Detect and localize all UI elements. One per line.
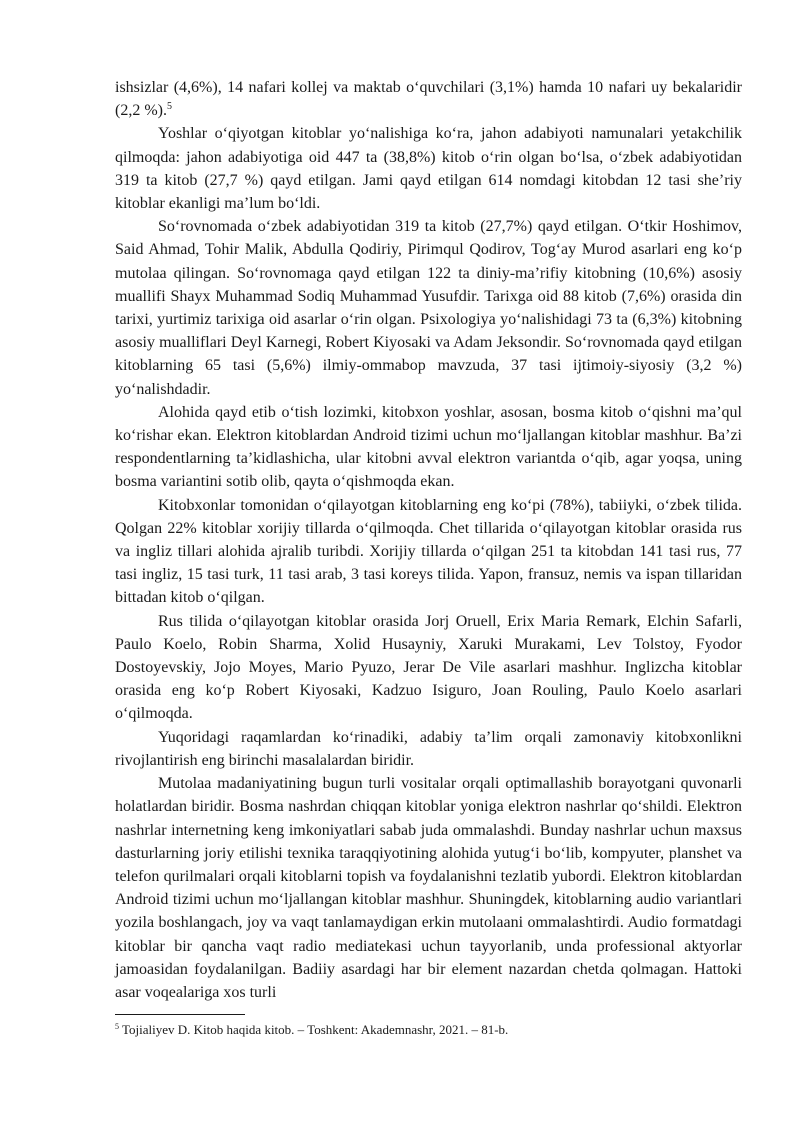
- paragraph: Alohida qayd etib o‘tish lozimki, kitobxon yoshlar, asosan, bosma kitob o‘qishni ma’qul ko‘rishar ekan. Elektron kitoblardan Android tizimi uchun mo‘ljallangan kitoblar mashhur. Ba’zi respondentlarning ta’kidlashicha, ular kitobni avval elektron variantda o‘qib, agar yoqsa, uning bosma variantini sotib olib, qayta o‘qishmoqda ekan.: [115, 403, 742, 491]
- footnote-number: 5: [115, 1022, 119, 1031]
- paragraph: Yoshlar o‘qiyotgan kitoblar yo‘nalishiga ko‘ra, jahon adabiyoti namunalari yetakchilik qilmoqda: jahon adabiyotiga oid 447 ta (38,8%) kitob o‘rin olgan bo‘lsa, o‘zbek adabiyotidan 319 ta kitob (27,7 %) qayd etilgan. Jami qayd etilgan 614 nomdagi kitobdan 12 tasi she’riy kitoblar ekanligi ma’lum bo‘ldi.: [115, 125, 742, 213]
- paragraph: [115, 76, 742, 122]
- paragraph: Yuqoridagi raqamlardan ko‘rinadiki, adabiy ta’lim orqali zamonaviy kitobxonlikni rivojlantirish eng birinchi masalalardan biridir.: [115, 728, 742, 769]
- body-text: [115, 76, 742, 1004]
- paragraph: Mutolaa madaniyatining bugun turli vositalar orqali optimallashib borayotgani quvonarli holatlardan biridir. Bosma nashrdan chiqqan kitoblar yoniga elektron nashrlar qo‘shildi. Elektron nashrlar internetning keng imkoniyatlari sabab juda ommalashdi. Bunday nashrlar uchun maxsus dasturlarning joriy etilishi texnika taraqqiyotining alohida yutug‘i bo‘lib, kompyuter, planshet va telefon qurilmalari orqali kitoblarni topish va foydalanishni tezlatib yubordi. Elektron kitoblardan Android tizimi uchun mo‘ljallangan kitoblar mashhur. Shuningdek, kitoblarning audio variantlari yozila boshlangach, joy va vaqt tanlamaydigan erkin mutolaani ommalashtirdi. Audio formatdagi kitoblar bir qancha vaqt radio mediatekasi uchun tayyorlanib, unda professional aktyorlar jamoasidan foydalanilgan. Badiiy asardagi har bir element nazardan chetda qolmagan. Hattoki asar voqealariga xos turli: [115, 775, 742, 1001]
- footnote-reference: 5: [166, 101, 172, 113]
- paragraph: Kitobxonlar tomonidan o‘qilayotgan kitoblarning eng ko‘pi (78%), tabiiyki, o‘zbek tilida. Qolgan 22% kitoblar xorijiy tillarda o‘qilmoqda. Chet tillarida o‘qilayotgan kitoblar orasida rus va ingliz tillari alohida ajralib turibdi. Xorijiy tillarda o‘qilgan 251 ta kitobdan 141 tasi rus, 77 tasi ingliz, 15 tasi turk, 11 tasi arab, 3 tasi koreys tilida. Yapon, fransuz, nemis va ispan tillaridan bittadan kitob o‘qilgan.: [115, 496, 742, 607]
- paragraph: Rus tilida o‘qilayotgan kitoblar orasida Jorj Oruell, Erix Maria Remark, Elchin Safarli, Paulo Koelo, Robin Sharma, Xolid Husayniy, Xaruki Murakami, Lev Tolstoy, Fyodor Dostoyevskiy, Jojo Moyes, Mario Pyuzo, Jerar De Vile asarlari mashhur. Inglizcha kitoblar orasida eng ko‘p Robert Kiyosaki, Kadzuo Isiguro, Joan Rouling, Paulo Koelo asarlari o‘qilmoqda.: [115, 612, 742, 723]
- paragraph-text: ishsizlar (4,6%), 14 nafari kollej va maktab o‘quvchilari (3,1%) hamda 10 nafari uy bekalaridir (2,2 %).: [115, 79, 742, 120]
- paragraph: So‘rovnomada o‘zbek adabiyotidan 319 ta kitob (27,7%) qayd etilgan. O‘tkir Hoshimov, Said Ahmad, Tohir Malik, Abdulla Qodiriy, Pirimqul Qodirov, Tog‘ay Murod asarlari eng ko‘p mutolaa qilingan. So‘rovnomaga qayd etilgan 122 ta diniy-ma’rifiy kitobning (10,6%) asosiy muallifi Shayx Muhammad Sodiq Muhammad Yusufdir. Tarixga oid 88 kitob (7,6%) orasida din tarixi, yurtimiz tarixiga oid asarlar o‘rin olgan. Psixologiya yo‘nalishidagi 73 ta (6,3%) kitobning asosiy mualliflari Deyl Karnegi, Robert Kiyosaki va Adam Jeksondir. So‘rovnomada qayd etilgan kitoblarning 65 tasi (5,6%) ilmiy-ommabop mavzuda, 37 tasi ijtimoiy-siyosiy (3,2 %) yo‘nalishdadir.: [115, 218, 742, 398]
- footnote-separator: [115, 1014, 245, 1015]
- footnote: [115, 1021, 742, 1038]
- footnote-text: Tojialiyev D. Kitob haqida kitob. – Toshkent: Akademnashr, 2021. – 81-b.: [119, 1022, 509, 1037]
